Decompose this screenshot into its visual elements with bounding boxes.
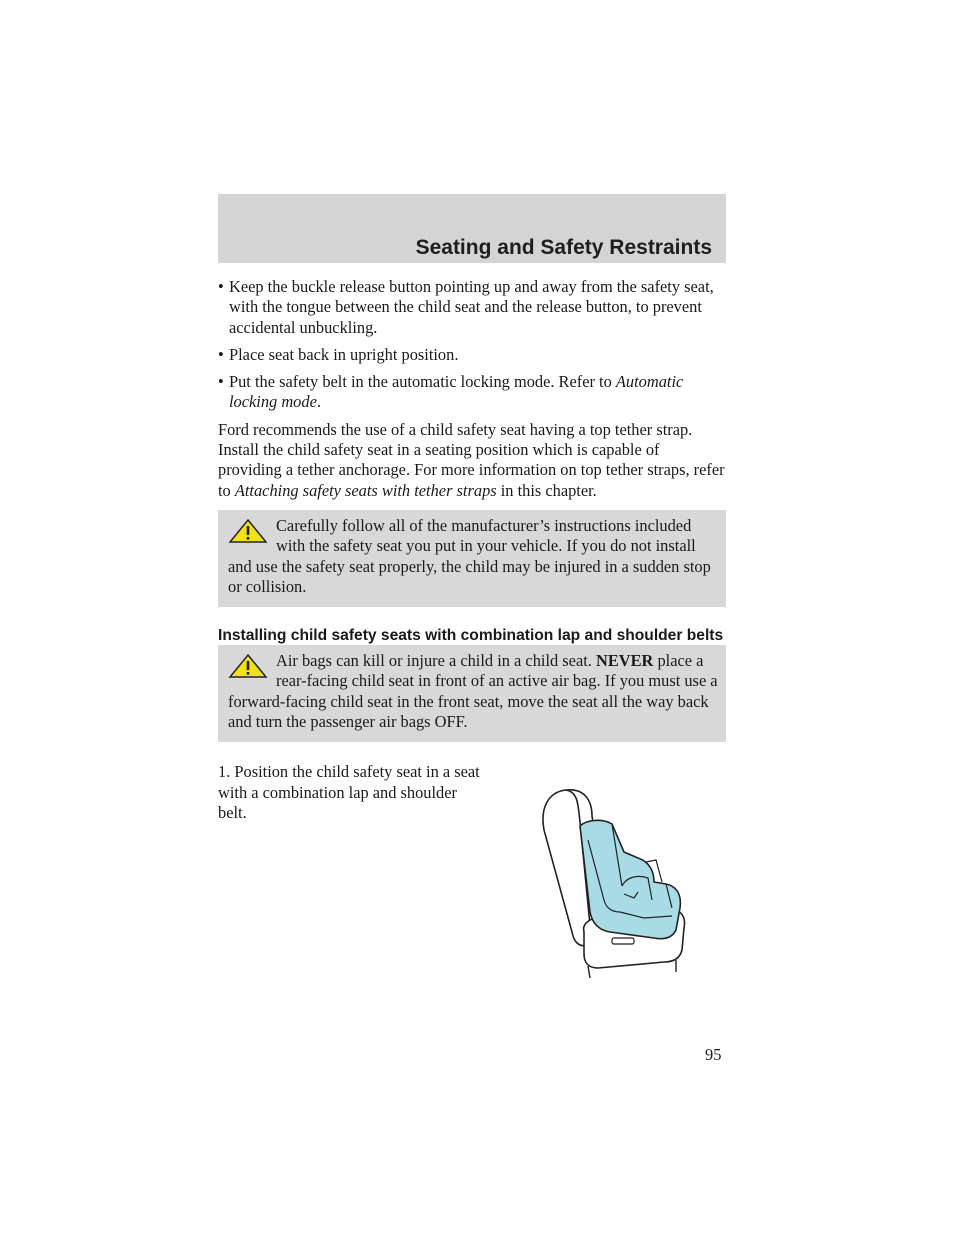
tether-paragraph: [218, 420, 726, 501]
bullet-text: Put the safety belt in the automatic locking mode. Refer to: [229, 372, 616, 392]
page-number: 95: [705, 1045, 722, 1064]
step-1-text: 1. Position the child safety seat in a seat with a combination lap and shoulder belt.: [218, 762, 480, 822]
cross-reference: Automatic locking mode: [229, 372, 684, 412]
section-heading: Installing child safety seats with combination lap and shoulder belts: [218, 627, 724, 645]
bullet-text: Place seat back in upright position.: [229, 344, 459, 364]
step-section: [218, 762, 726, 1002]
list-item: [218, 277, 726, 338]
warning-box: [218, 510, 726, 607]
list-item: [218, 345, 726, 365]
warning-box: [218, 645, 726, 742]
paragraph-text-end: in this chapter.: [496, 480, 597, 500]
bullet-text-end: .: [316, 392, 321, 412]
warning-text: Air bags can kill or injure a child in a child seat. NEVER place a rear-facing child seat in front of an active air bag. If you must use a forward-facing child seat in the front seat, move the seat all the way back and turn the passenger air bags OFF.: [228, 651, 718, 732]
warning-triangle-icon: [226, 518, 270, 544]
warning-triangle-icon: [226, 653, 270, 679]
page-header: [218, 194, 726, 263]
bullet-icon: •: [218, 277, 224, 296]
list-item: [218, 372, 726, 413]
bullet-icon: •: [218, 372, 224, 392]
section-title: Seating and Safety Restraints: [415, 236, 712, 259]
page-content: [218, 277, 726, 1002]
child-seat-illustration: [526, 782, 686, 978]
warning-emphasis: NEVER: [595, 651, 654, 671]
bullet-icon: •: [218, 344, 224, 364]
warning-text: Carefully follow all of the manufacturer’s instructions included with the safety seat you put in your vehicle. If you do not install and use the safety seat properly, the child may be injured in a sudden stop or collision.: [228, 515, 711, 596]
bullet-text: Keep the buckle release button pointing up and away from the safety seat, with the tongue between the child seat and the release button, to prevent accidental unbuckling.: [229, 277, 714, 337]
paragraph-text: Ford recommends the use of a child safety seat having a top tether strap. Install the child safety seat in a seating position which is capable of providing a tether anchorage. For more information on top tether straps, refer to: [218, 419, 725, 500]
bullet-list: [218, 277, 726, 413]
cross-reference: Attaching safety seats with tether straps: [234, 480, 497, 500]
